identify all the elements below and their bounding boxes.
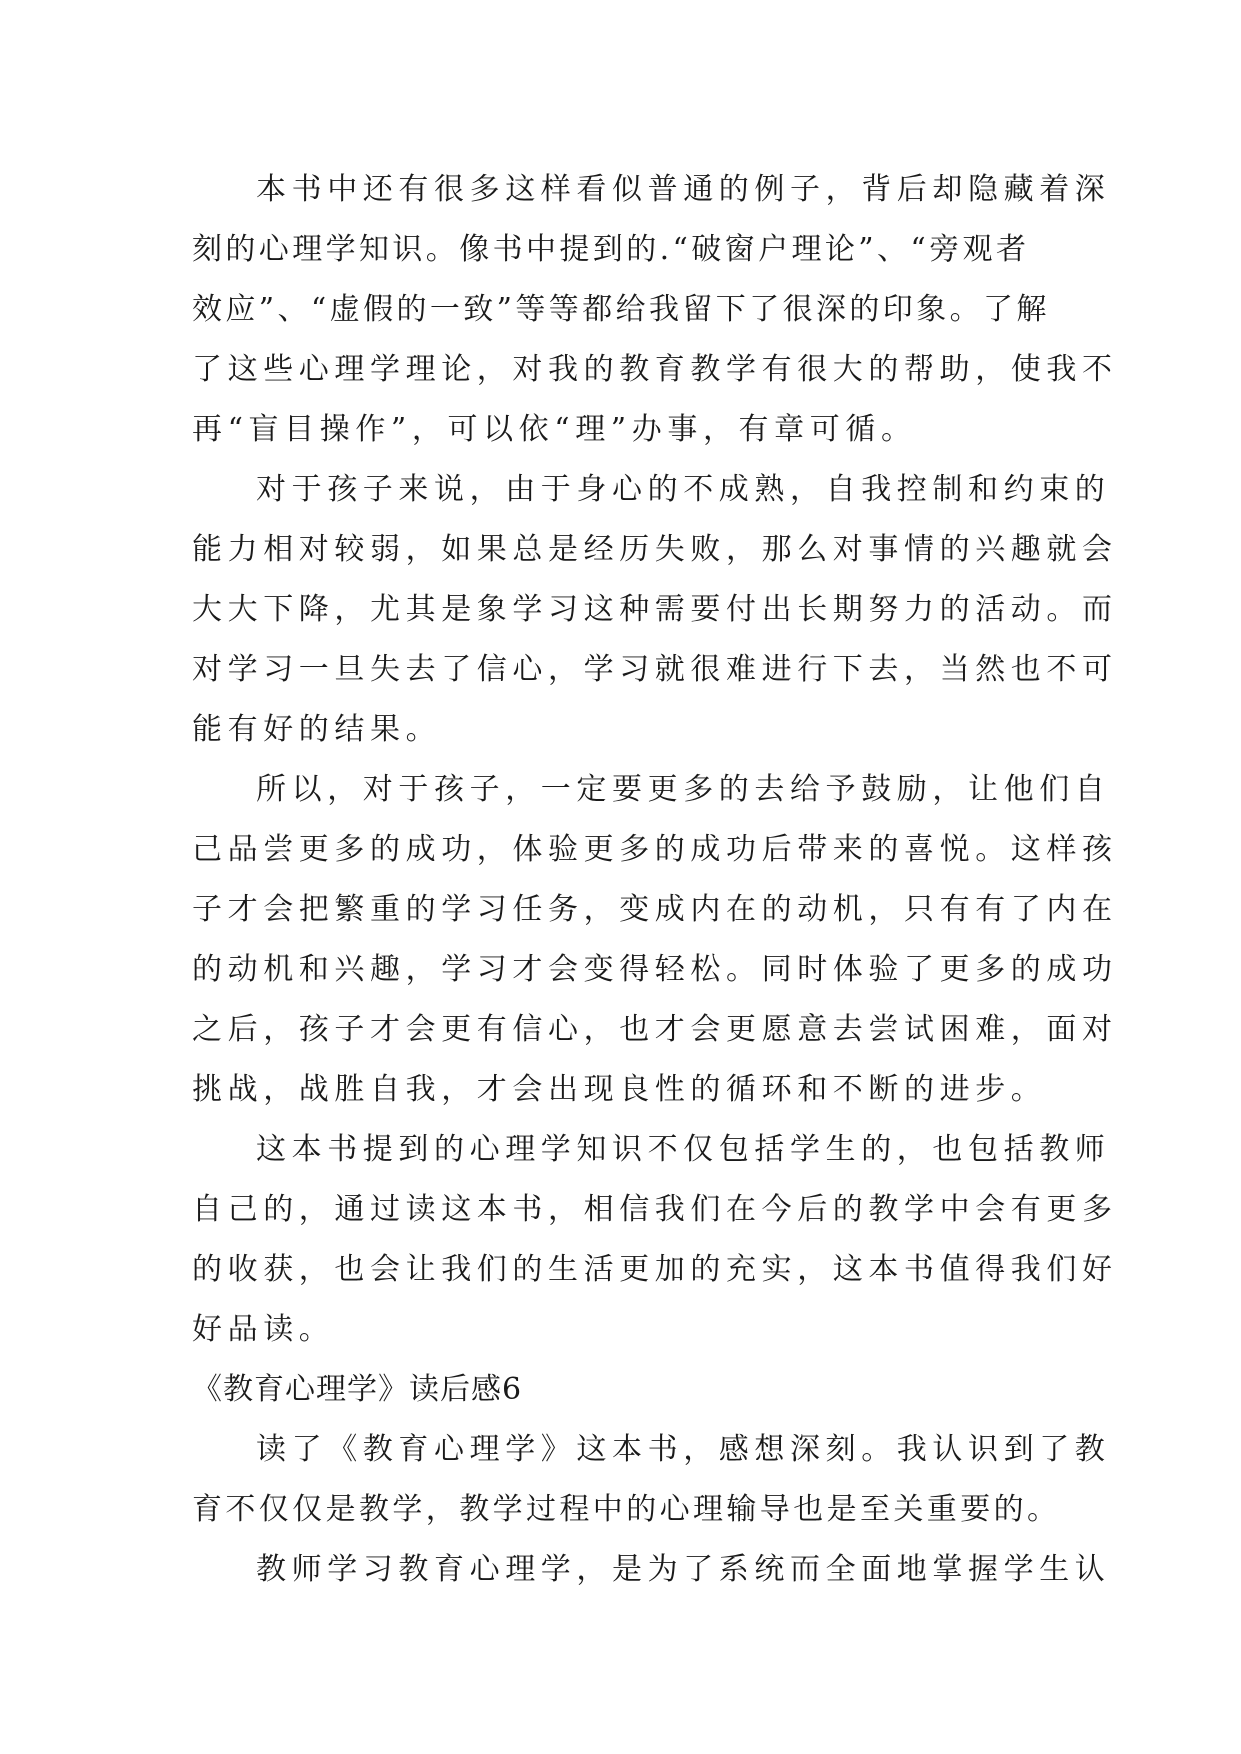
document-page bbox=[192, 160, 1118, 1600]
text-line: 挑战，战胜自我，才会出现良性的循环和不断的进步。 bbox=[192, 1072, 1047, 1107]
text-line: 己品尝更多的成功，体验更多的成功后带来的喜悦。这样孩 bbox=[192, 832, 1118, 867]
text-line: 能力相对较弱，如果总是经历失败，那么对事情的兴趣就会 bbox=[192, 532, 1118, 567]
paragraph bbox=[192, 460, 1118, 760]
text-line: 了这些心理学理论，对我的教育教学有很大的帮助，使我不 bbox=[192, 352, 1118, 387]
paragraph bbox=[192, 1420, 1111, 1540]
text-line: 读了《教育心理学》这本书，感想深刻。我认识到了教 bbox=[256, 1432, 1111, 1467]
section-title: 《教育心理学》读后感6 bbox=[192, 1372, 523, 1407]
text-line: 自己的，通过读这本书，相信我们在今后的教学中会有更多 bbox=[192, 1192, 1118, 1227]
text-line: 教师学习教育心理学，是为了系统而全面地掌握学生认 bbox=[256, 1552, 1111, 1587]
paragraph bbox=[192, 1540, 1111, 1600]
text-line: 的动机和兴趣，学习才会变得轻松。同时体验了更多的成功 bbox=[192, 952, 1118, 987]
text-line: 这本书提到的心理学知识不仅包括学生的，也包括教师 bbox=[256, 1132, 1111, 1167]
paragraph bbox=[192, 160, 1118, 460]
text-line: 所以，对于孩子，一定要更多的去给予鼓励，让他们自 bbox=[256, 772, 1111, 807]
text-line: 对于孩子来说，由于身心的不成熟，自我控制和约束的 bbox=[256, 472, 1111, 507]
text-line: 效应”、“虚假的一致”等等都给我留下了很深的印象。了解 bbox=[192, 292, 1050, 327]
text-line: 能有好的结果。 bbox=[192, 712, 442, 747]
text-line: 育不仅仅是教学，教学过程中的心理输导也是至关重要的。 bbox=[192, 1492, 1061, 1527]
paragraph bbox=[192, 760, 1118, 1120]
text-line: 的收获，也会让我们的生活更加的充实，这本书值得我们好 bbox=[192, 1252, 1118, 1287]
text-line: 大大下降，尤其是象学习这种需要付出长期努力的活动。而 bbox=[192, 592, 1118, 627]
paragraph bbox=[192, 1120, 1118, 1360]
text-line: 刻的心理学知识。像书中提到的.“破窗户理论”、“旁观者 bbox=[192, 232, 1030, 267]
text-line: 好品读。 bbox=[192, 1312, 335, 1347]
text-line: 之后，孩子才会更有信心，也才会更愿意去尝试困难，面对 bbox=[192, 1012, 1118, 1047]
text-line: 子才会把繁重的学习任务，变成内在的动机，只有有了内在 bbox=[192, 892, 1118, 927]
text-line: 对学习一旦失去了信心，学习就很难进行下去，当然也不可 bbox=[192, 652, 1118, 687]
text-line: 本书中还有很多这样看似普通的例子，背后却隐藏着深 bbox=[256, 172, 1111, 207]
text-line: 再“盲目操作”，可以依“理”办事，有章可循。 bbox=[192, 412, 917, 447]
